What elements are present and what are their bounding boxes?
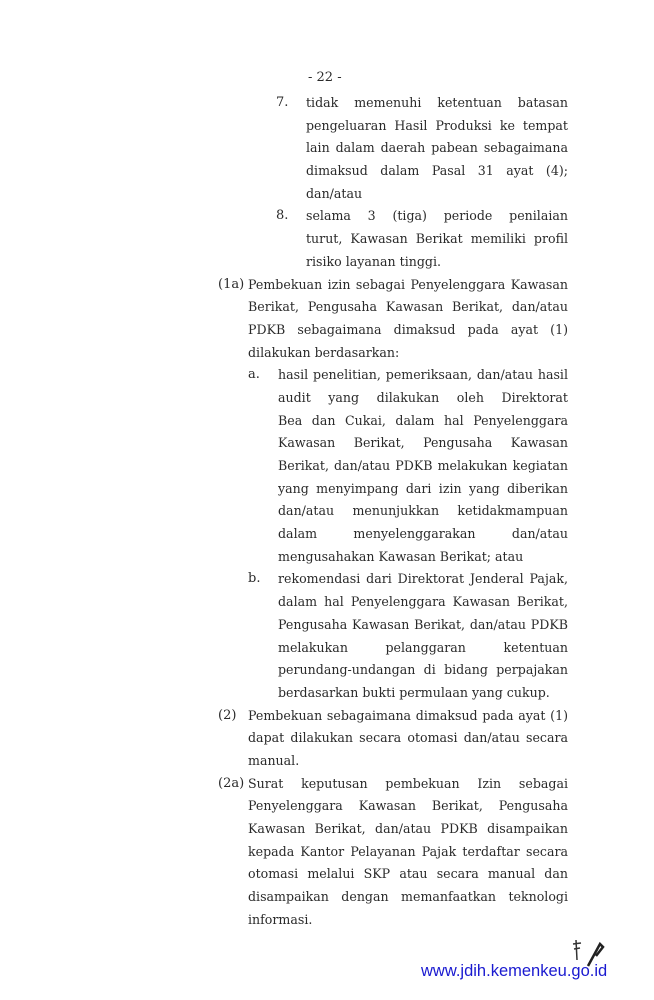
document-body	[0, 92, 654, 931]
text-line: turut, Kawasan Berikat memiliki profil	[306, 231, 568, 247]
text-line: pengeluaran Hasil Produksi ke tempat	[306, 117, 568, 133]
text-line: dan/atau	[306, 185, 363, 201]
paragraph	[0, 568, 654, 704]
paragraph-label: (2)	[218, 707, 237, 723]
text-line: disampaikan dengan memanfaatkan teknologi	[248, 889, 568, 905]
text-line: manual.	[248, 752, 300, 768]
text-line: dimaksud dalam Pasal 31 ayat (4);	[306, 163, 568, 179]
text-line: Berikat, Pengusaha Kawasan Berikat, dan/atau	[248, 299, 568, 315]
text-line: mengusahakan Kawasan Berikat; atau	[278, 548, 524, 564]
paragraph	[0, 92, 654, 205]
paragraph	[0, 364, 654, 568]
text-line: Penyelenggara Kawasan Berikat, Pengusaha	[248, 798, 568, 814]
text-line: kepada Kantor Pelayanan Pajak terdaftar secara	[248, 843, 568, 859]
text-line: selama 3 (tiga) periode penilaian	[306, 208, 568, 224]
text-line: berdasarkan bukti permulaan yang cukup.	[278, 684, 550, 700]
text-line: melakukan pelanggaran ketentuan	[278, 639, 568, 655]
paragraph	[0, 205, 654, 273]
text-line: otomasi melalui SKP atau secara manual dan	[248, 866, 568, 882]
footer-url[interactable]: www.jdih.kemenkeu.go.id	[421, 962, 608, 980]
text-line: dalam hal Penyelenggara Kawasan Berikat,	[278, 594, 568, 610]
text-line: yang menyimpang dari izin yang diberikan	[278, 480, 568, 496]
text-line: Kawasan Berikat, dan/atau PDKB disampaikan	[248, 821, 568, 836]
text-line: Pembekuan sebagaimana dimaksud pada ayat (1)	[248, 707, 568, 723]
text-line: PDKB sebagaimana dimaksud pada ayat (1)	[248, 321, 568, 337]
text-line: dilakukan berdasarkan:	[248, 344, 400, 360]
text-line: Kawasan Berikat, Pengusaha Kawasan	[278, 435, 568, 451]
paragraph-label: 7.	[276, 95, 289, 110]
text-line: dapat dilakukan secara otomasi dan/atau secara	[248, 730, 568, 746]
text-line: tidak memenuhi ketentuan batasan	[306, 95, 568, 110]
paragraph	[0, 705, 654, 773]
paragraph	[0, 274, 654, 365]
paragraph	[0, 773, 654, 932]
text-line: Pengusaha Kawasan Berikat, dan/atau PDKB	[278, 616, 568, 632]
text-line: Bea dan Cukai, dalam hal Penyelenggara	[278, 412, 568, 428]
paragraph-label: a.	[248, 367, 260, 383]
text-line: informasi.	[248, 911, 313, 927]
text-line: perundang-undangan di bidang perpajakan	[278, 662, 568, 678]
text-line: risiko layanan tinggi.	[306, 253, 442, 269]
paragraph-label: b.	[248, 571, 261, 587]
text-line: dalam menyelenggarakan dan/atau	[278, 526, 568, 542]
paragraph-label: 8.	[276, 208, 289, 224]
text-line: Pembekuan izin sebagai Penyelenggara Kawasan	[248, 276, 568, 292]
text-line: Surat keputusan pembekuan Izin sebagai	[248, 775, 568, 791]
text-line: Berikat, dan/atau PDKB melakukan kegiatan	[278, 458, 568, 473]
paragraph-label: (1a)	[218, 276, 245, 292]
text-line: lain dalam daerah pabean sebagaimana	[306, 140, 568, 156]
text-line: dan/atau menunjukkan ketidakmampuan	[278, 503, 568, 519]
paragraph-label: (2a)	[218, 775, 245, 791]
text-line: hasil penelitian, pemeriksaan, dan/atau hasil	[278, 367, 568, 383]
page-number: - 22 -	[308, 70, 342, 85]
text-line: rekomendasi dari Direktorat Jenderal Pajak,	[278, 571, 568, 587]
text-line: audit yang dilakukan oleh Direktorat	[278, 389, 568, 405]
